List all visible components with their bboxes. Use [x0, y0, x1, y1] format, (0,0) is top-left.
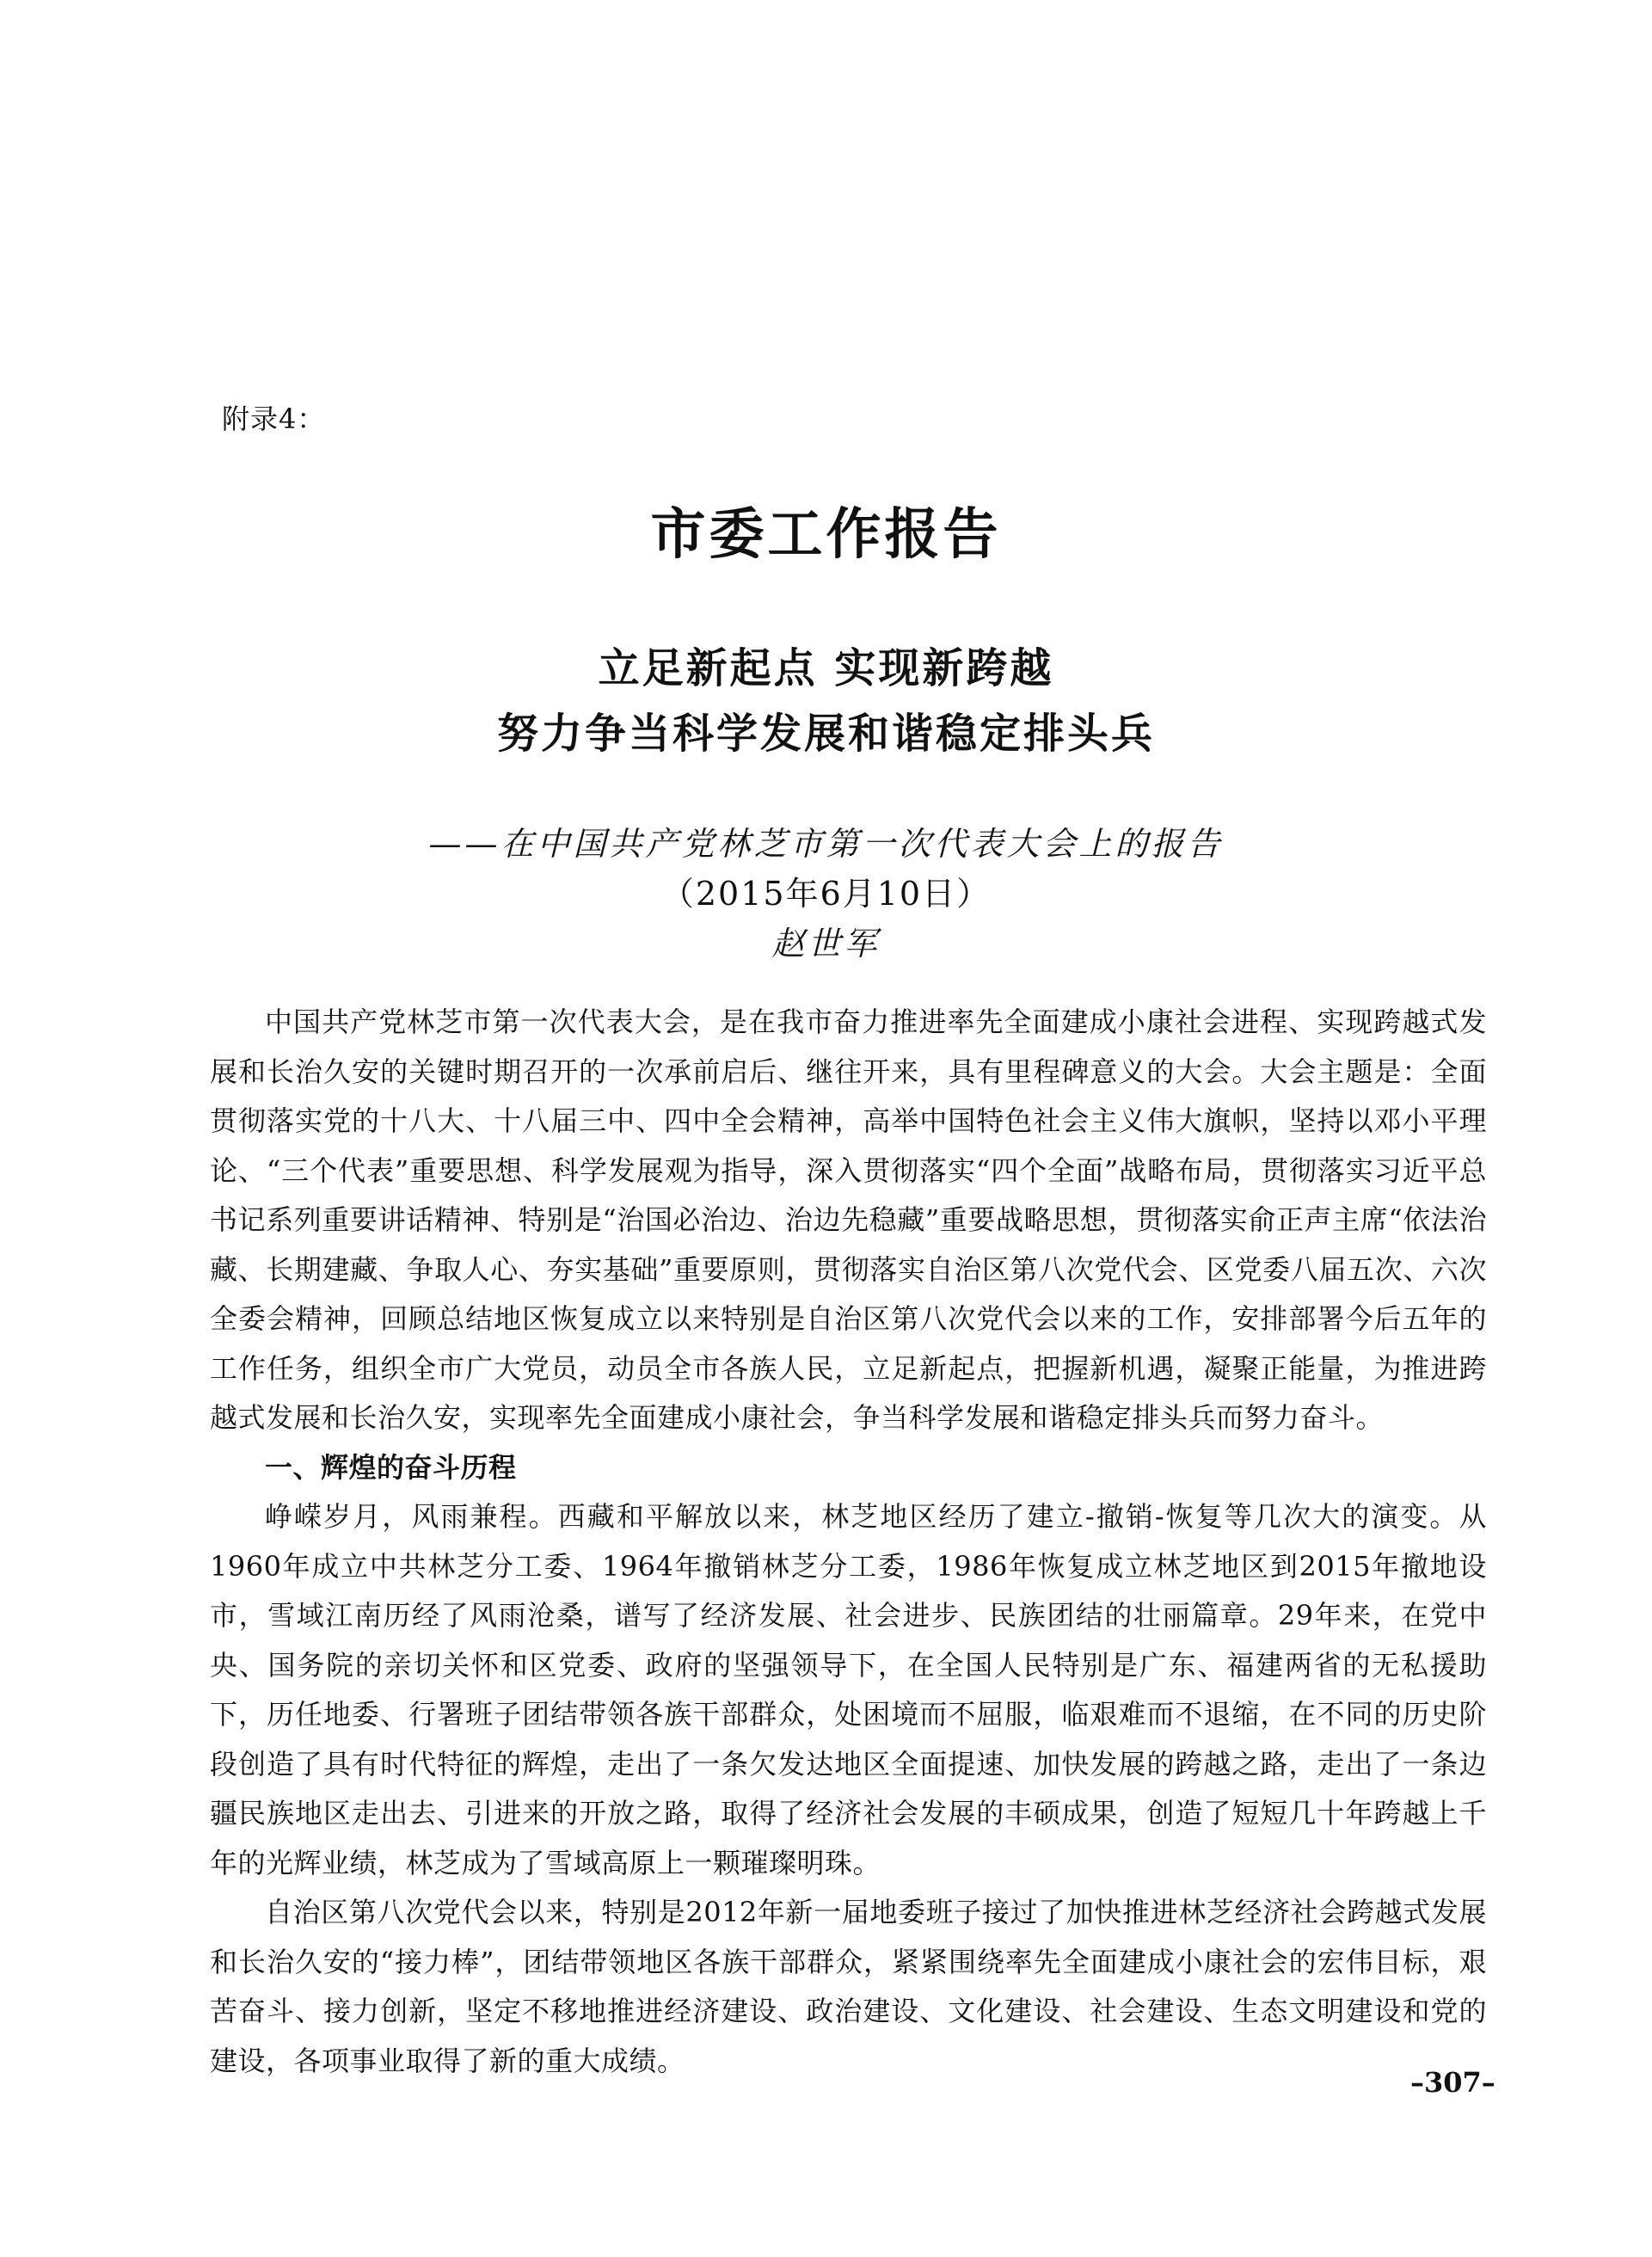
author-name: 赵世军 — [771, 925, 881, 962]
report-occasion: ——在中国共产党林芝市第一次代表大会上的报告 — [428, 825, 1224, 863]
body-text — [210, 998, 1487, 2086]
appendix-label: 附录4： — [222, 403, 326, 435]
section-heading: 一、辉煌的奋斗历程 — [265, 1450, 517, 1484]
section-paragraph-1: 峥嵘岁月，风雨兼程。西藏和平解放以来，林芝地区经历了建立-撤销-恢复等几次大的演变。从1960年成立中共林芝分工委、1964年撤销林芝分工委，1986年恢复成立林芝地区到2015年撤地设市，雪域江南历经了风雨沧桑，谱写了经济发展、社会进步、民族团结的壮丽篇章。29年来，在党中央、国务院的亲切关怀和区党委、政府的坚强领导下，在全国人民特别是广东、福建两省的无私援助下，历任地委、行署班子团结带领各族干部群众，处困境而不屈服，临艰难而不退缩，在不同的历史阶段创造了具有时代特征的辉煌，走出了一条欠发达地区全面提速、加快发展的跨越之路，走出了一条边疆民族地区走出去、引进来的开放之路，取得了经济社会发展的丰硕成果，创造了短短几十年跨越上千年的光辉业绩，林芝成为了雪域高原上一颗璀璨明珠。 — [210, 1500, 1487, 1879]
section-paragraph-2: 自治区第八次党代会以来，特别是2012年新一届地委班子接过了加快推进林芝经济社会跨越式发展和长治久安的“接力棒”，团结带领地区各族干部群众，紧紧围绕率先全面建成小康社会的宏伟目标，艰苦奋斗、接力创新，坚定不移地推进经济建设、政治建设、文化建设、社会建设、生态文明建设和党的建设，各项事业取得了新的重大成绩。 — [210, 1896, 1487, 2077]
subtitle-line-2: 努力争当科学发展和谐稳定排头兵 — [496, 710, 1155, 758]
page-title: 市委工作报告 — [650, 502, 1002, 567]
subtitle-line-1: 立足新起点 实现新跨越 — [598, 644, 1054, 692]
intro-paragraph: 中国共产党林芝市第一次代表大会，是在我市奋力推进率先全面建成小康社会进程、实现跨越式发展和长治久安的关键时期召开的一次承前启后、继往开来，具有里程碑意义的大会。大会主题是：全面贯彻落实党的十八大、十八届三中、四中全会精神，高举中国特色社会主义伟大旗帜，坚持以邓小平理论、“三个代表”重要思想、科学发展观为指导，深入贯彻落实“四个全面”战略布局，贯彻落实习近平总书记系列重要讲话精神、特别是“治国必治边、治边先稳藏”重要战略思想，贯彻落实俞正声主席“依法治藏、长期建藏、争取人心、夯实基础”重要原则，贯彻落实自治区第八次党代会、区党委八届五次、六次全委会精神，回顾总结地区恢复成立以来特别是自治区第八次党代会以来的工作，安排部署今后五年的工作任务，组织全市广大党员，动员全市各族人民，立足新起点，把握新机遇，凝聚正能量，为推进跨越式发展和长治久安，实现率先全面建成小康社会，争当科学发展和谐稳定排头兵而努力奋斗。 — [210, 1006, 1487, 1434]
page-number: –307– — [1410, 2066, 1495, 2099]
report-date: （2015年6月10日） — [660, 875, 992, 913]
